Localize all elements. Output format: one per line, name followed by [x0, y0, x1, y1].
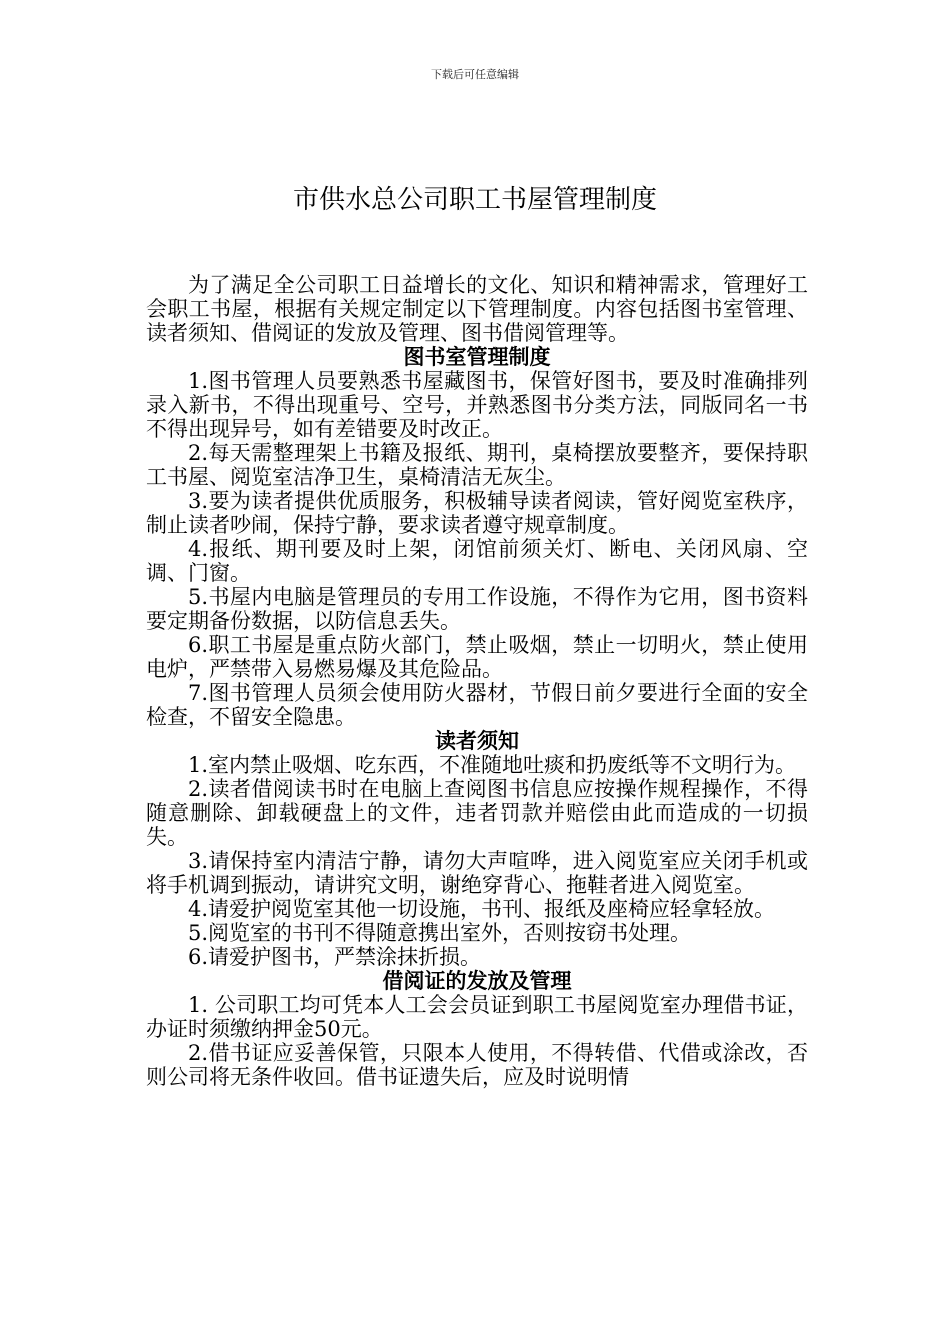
section-heading-library-rules: 图书室管理制度	[403, 345, 551, 369]
intro-paragraph: 为了满足全公司职工日益增长的文化、知识和精神需求，管理好工会职工书屋，根据有关规定制定以下管理制度。内容包括图书室管理、读者须知、借阅证的发放及管理、图书借阅管理等。	[146, 273, 808, 345]
reader-notice-item: 5.阅览室的书刊不得随意携出室外，否则按窃书处理。	[188, 921, 692, 945]
library-rule-item: 7.图书管理人员须会使用防火器材，节假日前夕要进行全面的安全检查，不留安全隐患。	[146, 681, 808, 729]
library-rule-item: 5.书屋内电脑是管理员的专用工作设施，不得作为它用，图书资料要定期备份数据，以防信息丢失。	[146, 585, 808, 633]
library-rule-item: 6.职工书屋是重点防火部门，禁止吸烟，禁止一切明火，禁止使用电炉，严禁带入易燃易爆及其危险品。	[146, 633, 808, 681]
section-heading-reader-notice: 读者须知	[435, 729, 519, 753]
library-card-item: 1. 公司职工均可凭本人工会会员证到职工书屋阅览室办理借书证，办证时须缴纳押金50元。	[146, 993, 808, 1041]
document-body	[146, 273, 808, 1089]
reader-notice-item: 4.请爱护阅览室其他一切设施，书刊、报纸及座椅应轻拿轻放。	[188, 897, 776, 921]
reader-notice-item: 6.请爱护图书，严禁涂抹折损。	[188, 945, 482, 969]
library-card-item: 2.借书证应妥善保管，只限本人使用，不得转借、代借或涂改，否则公司将无条件收回。借书证遗失后，应及时说明情	[146, 1041, 808, 1089]
library-rule-item: 1.图书管理人员要熟悉书屋藏图书，保管好图书，要及时准确排列录入新书，不得出现重号、空号，并熟悉图书分类方法，同版同名一书不得出现异号，如有差错要及时改正。	[146, 369, 808, 441]
reader-notice-item: 1.室内禁止吸烟、吃东西，不准随地吐痰和扔废纸等不文明行为。	[188, 753, 797, 777]
library-rule-item: 3.要为读者提供优质服务，积极辅导读者阅读，管好阅览室秩序，制止读者吵闹，保持宁静，要求读者遵守规章制度。	[146, 489, 808, 537]
header-note: 下载后可任意编辑	[431, 68, 519, 81]
library-rule-item: 4.报纸、期刊要及时上架，闭馆前须关灯、断电、关闭风扇、空调、门窗。	[146, 537, 808, 585]
document-title: 市供水总公司职工书屋管理制度	[292, 185, 657, 215]
reader-notice-item: 3.请保持室内清洁宁静，请勿大声喧哗，进入阅览室应关闭手机或将手机调到振动，请讲究文明，谢绝穿背心、拖鞋者进入阅览室。	[146, 849, 808, 897]
reader-notice-item: 2.读者借阅读书时在电脑上查阅图书信息应按操作规程操作，不得随意删除、卸载硬盘上的文件，违者罚款并赔偿由此而造成的一切损失。	[146, 777, 808, 849]
library-rule-item: 2.每天需整理架上书籍及报纸、期刊，桌椅摆放要整齐，要保持职工书屋、阅览室洁净卫生，桌椅清洁无灰尘。	[146, 441, 808, 489]
section-heading-library-card: 借阅证的发放及管理	[382, 969, 572, 993]
